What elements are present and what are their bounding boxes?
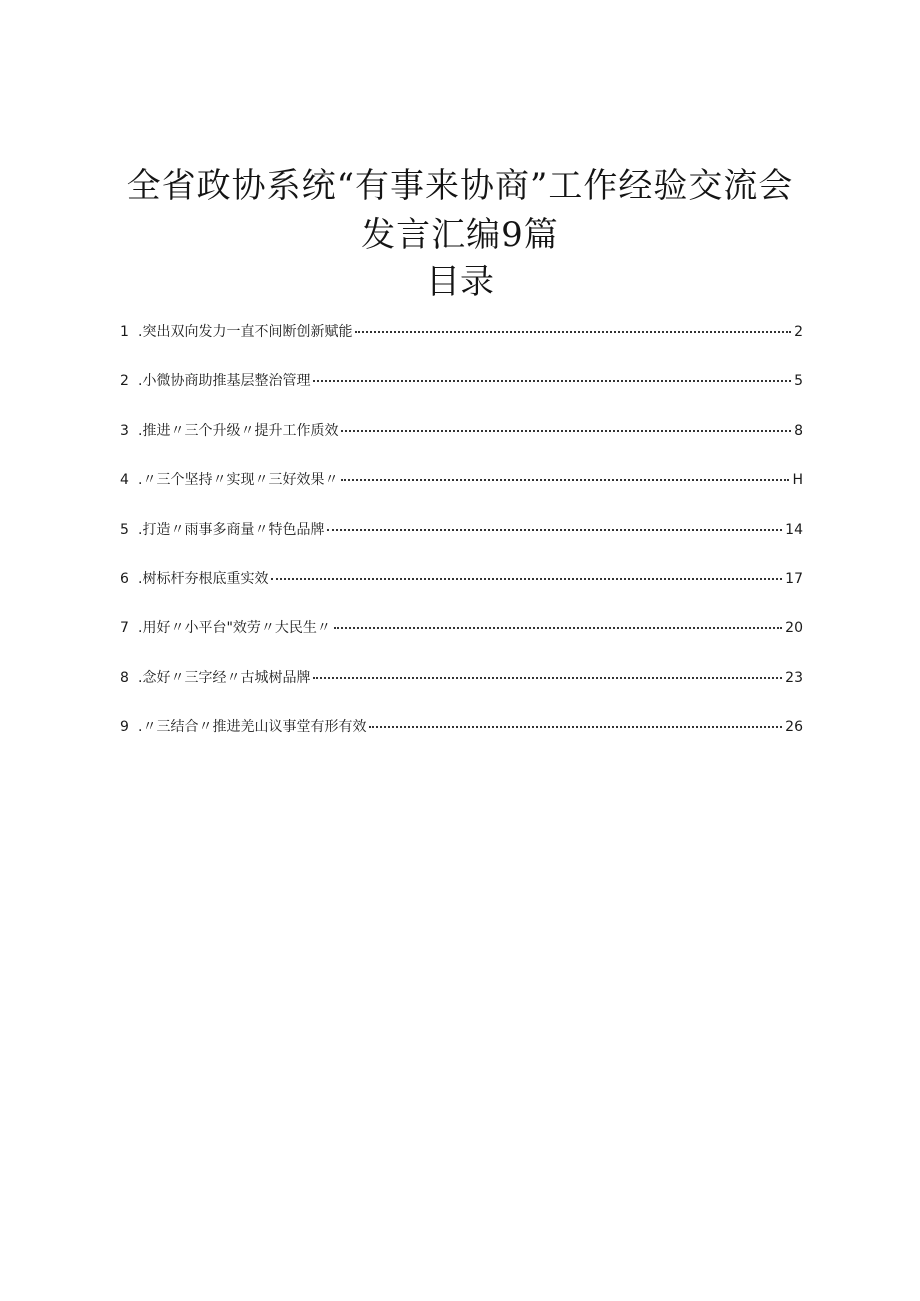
toc-entry-title: .〃三结合〃推进羌山议事堂有形有效 xyxy=(138,719,367,736)
toc-entry-page: 2 xyxy=(794,324,803,340)
toc-entry-page: 17 xyxy=(785,570,803,587)
document-title-line1: 全省政协系统“有事来协商”工作经验交流会 xyxy=(126,166,794,206)
toc-entry[interactable] xyxy=(120,371,803,420)
toc-entry-number: 4 xyxy=(120,472,129,489)
table-of-contents xyxy=(120,322,803,767)
toc-entry[interactable] xyxy=(120,421,803,470)
toc-entry-page: H xyxy=(792,472,803,489)
toc-dot-leader xyxy=(334,627,782,629)
toc-entry[interactable] xyxy=(120,322,803,371)
document-title-line2: 发言汇编9篇 xyxy=(361,215,559,255)
toc-entry-number: 5 xyxy=(120,521,129,538)
toc-entry-page: 5 xyxy=(794,373,803,390)
toc-entry-title: .推进〃三个升级〃提升工作质效 xyxy=(138,422,339,439)
toc-entry-title: .树标杆夯根底重实效 xyxy=(138,570,269,587)
toc-entry-title: .小微协商助推基层整治管理 xyxy=(138,373,311,390)
toc-entry[interactable] xyxy=(120,520,803,569)
toc-dot-leader xyxy=(369,726,782,728)
toc-entry-page: 20 xyxy=(785,620,803,637)
toc-entry[interactable] xyxy=(120,470,803,519)
toc-entry-page: 14 xyxy=(785,521,803,538)
toc-entry[interactable] xyxy=(120,668,803,717)
toc-dot-leader xyxy=(271,578,782,580)
toc-entry-number: 3 xyxy=(120,422,129,439)
toc-entry-number: 9 xyxy=(120,719,129,736)
toc-dot-leader xyxy=(313,677,782,679)
toc-entry-page: 23 xyxy=(785,669,803,686)
toc-entry-title: .打造〃雨事多商量〃特色品牌 xyxy=(138,521,325,538)
toc-entry-title: .突出双向发力一直不间断创新赋能 xyxy=(138,324,353,340)
toc-dot-leader xyxy=(327,529,782,531)
toc-entry-page: 8 xyxy=(794,422,803,439)
toc-dot-leader xyxy=(313,380,791,382)
toc-entry-number: 2 xyxy=(120,373,129,390)
toc-entry-number: 8 xyxy=(120,669,129,686)
toc-dot-leader xyxy=(341,479,789,481)
toc-entry-title: .念好〃三字经〃古城树品牌 xyxy=(138,669,311,686)
toc-entry[interactable] xyxy=(120,717,803,766)
toc-entry-number: 6 xyxy=(120,570,129,587)
toc-entry-title: .〃三个坚持〃实现〃三好效果〃 xyxy=(138,472,339,489)
toc-dot-leader xyxy=(341,430,791,432)
toc-entry[interactable] xyxy=(120,618,803,667)
toc-entry-page: 26 xyxy=(785,719,803,736)
toc-entry-number: 1 xyxy=(120,324,129,340)
toc-entry-title: .用好〃小平台"效劳〃大民生〃 xyxy=(138,620,331,637)
toc-heading: 目录 xyxy=(426,262,494,302)
toc-entry[interactable] xyxy=(120,569,803,618)
toc-dot-leader xyxy=(355,331,791,333)
toc-entry-number: 7 xyxy=(120,620,129,637)
